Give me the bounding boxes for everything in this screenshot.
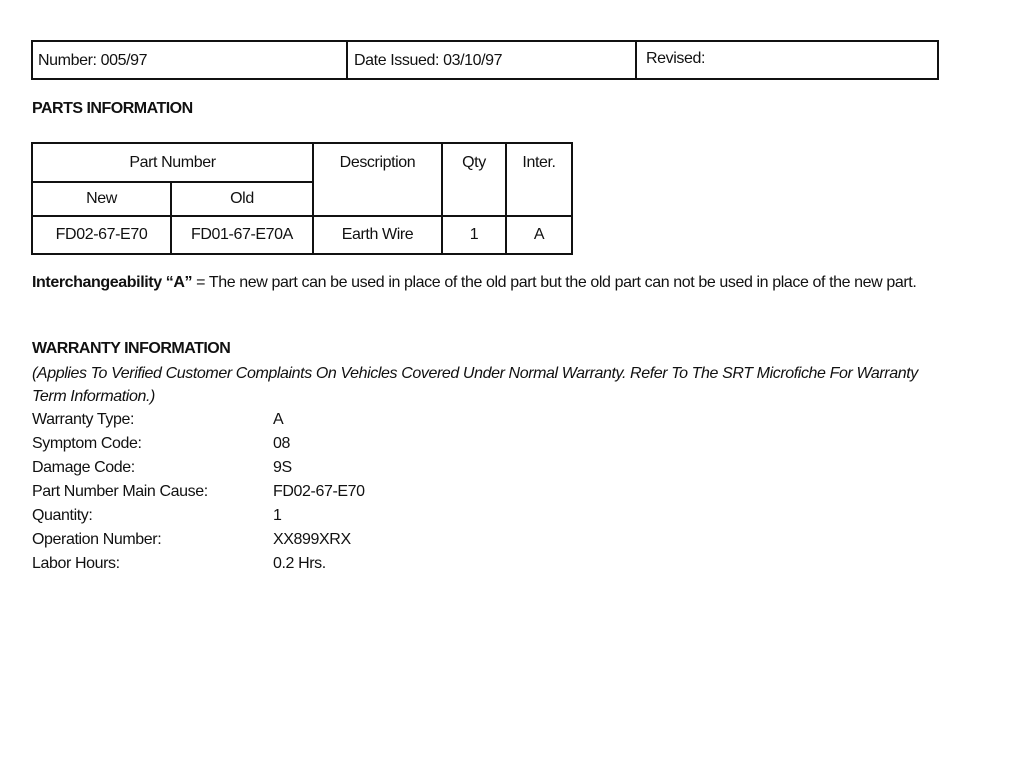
warranty-details <box>32 408 365 576</box>
table-row <box>32 216 572 254</box>
interchangeability-text: = The new part can be used in place of the old part but the old part can not be used in place of the new part. <box>192 274 917 291</box>
operation-number-label: Operation Number: <box>32 531 162 548</box>
warranty-note: (Applies To Verified Customer Complaints On Vehicles Covered Under Normal Warranty. Refer To The SRT Microfiche For Warranty Term Information.) <box>32 365 918 405</box>
qty-cell: 1 <box>442 216 506 254</box>
main-cause-label: Part Number Main Cause: <box>32 483 208 500</box>
new-part-cell: FD02-67-E70 <box>32 216 171 254</box>
list-item <box>32 552 365 576</box>
quantity-value: 1 <box>273 507 282 524</box>
parts-table <box>31 142 573 255</box>
damage-code-label: Damage Code: <box>32 459 135 476</box>
operation-number-value: XX899XRX <box>273 531 351 548</box>
parts-information-title: PARTS INFORMATION <box>32 100 193 117</box>
warranty-type-value: A <box>273 411 284 428</box>
symptom-code-label: Symptom Code: <box>32 435 142 452</box>
quantity-label: Quantity: <box>32 507 93 524</box>
warranty-type-label: Warranty Type: <box>32 411 134 428</box>
old-part-cell: FD01-67-E70A <box>171 216 313 254</box>
bulletin-number: Number: 005/97 <box>33 42 348 78</box>
list-item <box>32 480 365 504</box>
description-cell: Earth Wire <box>313 216 442 254</box>
warranty-information-title: WARRANTY INFORMATION <box>32 340 231 357</box>
list-item <box>32 504 365 528</box>
list-item <box>32 408 365 432</box>
labor-hours-label: Labor Hours: <box>32 555 120 572</box>
main-cause-value: FD02-67-E70 <box>273 483 365 500</box>
interchangeability-note <box>32 272 932 294</box>
new-header: New <box>32 182 171 216</box>
interchangeability-label: Interchangeability “A” <box>32 274 193 291</box>
qty-header: Qty <box>442 143 506 216</box>
part-number-header: Part Number <box>32 143 313 182</box>
inter-cell: A <box>506 216 572 254</box>
bulletin-header <box>31 40 939 80</box>
old-header: Old <box>171 182 313 216</box>
date-issued: Date Issued: 03/10/97 <box>348 42 637 78</box>
list-item <box>32 456 365 480</box>
inter-header: Inter. <box>506 143 572 216</box>
list-item <box>32 528 365 552</box>
description-header: Description <box>313 143 442 216</box>
symptom-code-value: 08 <box>273 435 290 452</box>
list-item <box>32 432 365 456</box>
revised: Revised: <box>646 50 706 67</box>
damage-code-value: 9S <box>273 459 292 476</box>
labor-hours-value: 0.2 Hrs. <box>273 555 326 572</box>
